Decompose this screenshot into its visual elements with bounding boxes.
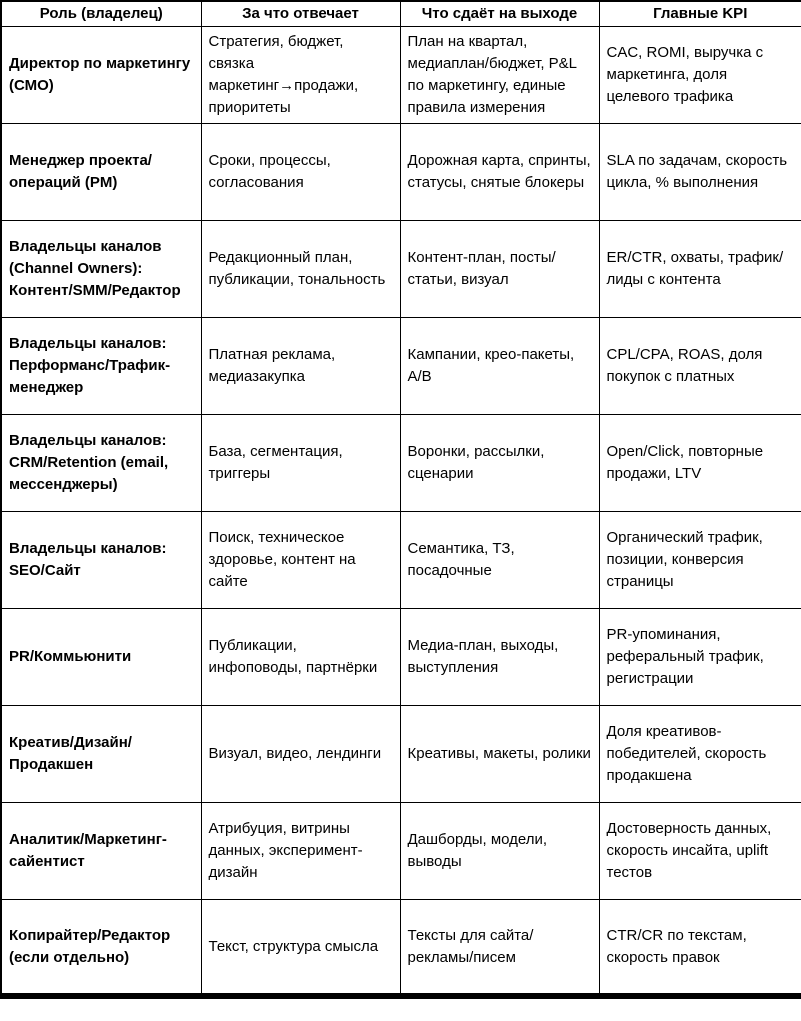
table-row [1, 317, 801, 414]
table-row [1, 220, 801, 317]
cell-output: Тексты для сайта/рекламы/писем [400, 899, 599, 996]
cell-output: Дашборды, модели, выводы [400, 802, 599, 899]
cell-output: Креативы, макеты, ролики [400, 705, 599, 802]
cell-kpi: Доля креативов-победителей, скорость продакшена [599, 705, 801, 802]
cell-kpi: SLA по задачам, скорость цикла, % выполнения [599, 123, 801, 220]
cell-kpi: CPL/CPA, ROAS, доля покупок с платных [599, 317, 801, 414]
header-role: Роль (владелец) [1, 1, 201, 26]
table-header [1, 1, 801, 26]
cell-responsible: Стратегия, бюджет, связка маркетинг→продажи, приоритеты [201, 26, 400, 123]
cell-output: Кампании, крео-пакеты, A/B [400, 317, 599, 414]
cell-role: Директор по маркетингу (СМО) [1, 26, 201, 123]
cell-role: Владельцы каналов: CRM/Retention (email, мессенджеры) [1, 414, 201, 511]
table-body [1, 26, 801, 996]
table-row [1, 802, 801, 899]
header-row [1, 1, 801, 26]
cell-responsible: Сроки, процессы, согласования [201, 123, 400, 220]
cell-role: Копирайтер/Редактор (если отдельно) [1, 899, 201, 996]
cell-kpi: Достоверность данных, скорость инсайта, uplift тестов [599, 802, 801, 899]
table-row [1, 608, 801, 705]
cell-role: Владельцы каналов: SEO/Сайт [1, 511, 201, 608]
table-row [1, 123, 801, 220]
cell-responsible: Текст, структура смысла [201, 899, 400, 996]
cell-kpi: CAC, ROMI, выручка с маркетинга, доля целевого трафика [599, 26, 801, 123]
header-responsibility: За что отвечает [201, 1, 400, 26]
cell-role: PR/Коммьюнити [1, 608, 201, 705]
cell-output: Воронки, рассылки, сценарии [400, 414, 599, 511]
table-row [1, 899, 801, 996]
cell-role: Владельцы каналов: Перформанс/Трафик-менеджер [1, 317, 201, 414]
table-row [1, 511, 801, 608]
cell-output: Медиа-план, выходы, выступления [400, 608, 599, 705]
cell-kpi: CTR/CR по текстам, скорость правок [599, 899, 801, 996]
cell-role: Аналитик/Маркетинг-сайентист [1, 802, 201, 899]
cell-responsible: Атрибуция, витрины данных, эксперимент-дизайн [201, 802, 400, 899]
cell-responsible: Поиск, техническое здоровье, контент на сайте [201, 511, 400, 608]
cell-output: Семантика, ТЗ, посадочные [400, 511, 599, 608]
table-row [1, 414, 801, 511]
cell-responsible: Публикации, инфоповоды, партнёрки [201, 608, 400, 705]
cell-role: Менеджер проекта/операций (PM) [1, 123, 201, 220]
cell-output: План на квартал, медиаплан/бюджет, P&L по маркетингу, единые правила измерения [400, 26, 599, 123]
cell-responsible: Платная реклама, медиазакупка [201, 317, 400, 414]
header-kpi: Главные KPI [599, 1, 801, 26]
cell-kpi: PR-упоминания, реферальный трафик, регистрации [599, 608, 801, 705]
cell-role: Креатив/Дизайн/Продакшен [1, 705, 201, 802]
cell-role: Владельцы каналов (Channel Owners): Контент/SMM/Редактор [1, 220, 201, 317]
cell-responsible: База, сегментация, триггеры [201, 414, 400, 511]
cell-kpi: Open/Click, повторные продажи, LTV [599, 414, 801, 511]
table-row [1, 26, 801, 123]
cell-output: Дорожная карта, спринты, статусы, снятые блокеры [400, 123, 599, 220]
cell-responsible: Визуал, видео, лендинги [201, 705, 400, 802]
header-output: Что сдаёт на выходе [400, 1, 599, 26]
cell-kpi: Органический трафик, позиции, конверсия страницы [599, 511, 801, 608]
cell-output: Контент-план, посты/статьи, визуал [400, 220, 599, 317]
cell-responsible: Редакционный план, публикации, тональность [201, 220, 400, 317]
table-row [1, 705, 801, 802]
cell-kpi: ER/CTR, охваты, трафик/лиды с контента [599, 220, 801, 317]
